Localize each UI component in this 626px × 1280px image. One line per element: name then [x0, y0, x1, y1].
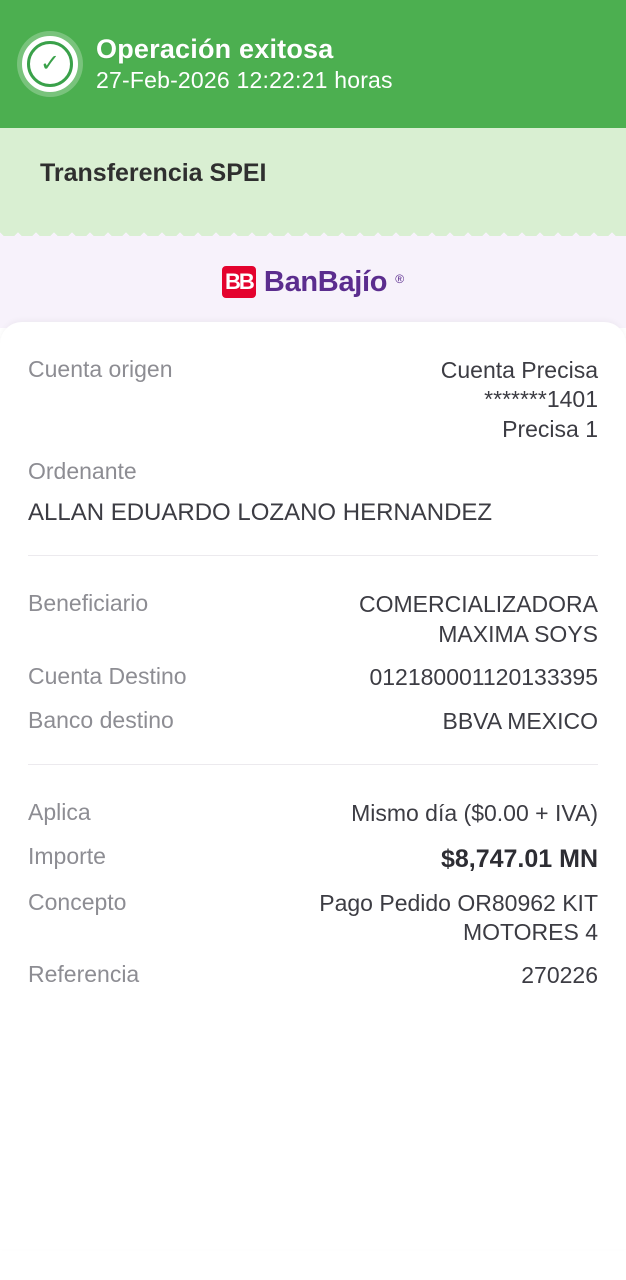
zigzag-divider — [0, 218, 626, 236]
beneficiary-name-line1: COMERCIALIZADORA — [359, 591, 598, 618]
check-circle-icon: ✓ — [22, 36, 78, 92]
bank-logo-zone — [0, 236, 626, 328]
reference-value: 270226 — [521, 962, 598, 989]
origin-account-name: Cuenta Precisa — [440, 357, 598, 383]
page-title: Transferencia SPEI — [40, 158, 267, 187]
amount-label: Importe — [28, 842, 106, 869]
banner-datetime: 27-Feb-2026 12:22:21 horas — [96, 67, 393, 93]
transfer-type-header — [0, 128, 626, 218]
origin-account-masked: *******1401 — [484, 386, 598, 413]
applies-row — [28, 799, 598, 828]
beneficiary-name-line2: MAXIMA SOYS — [438, 620, 598, 647]
concept-row — [28, 889, 598, 948]
origin-account-values — [441, 356, 598, 444]
beneficiary-account-number: 012180001120133395 — [369, 664, 598, 691]
success-banner — [0, 0, 626, 128]
applies-label: Aplica — [28, 799, 91, 826]
sender-name: ALLAN EDUARDO LOZANO HERNANDEZ — [28, 499, 493, 527]
bank-logo — [222, 266, 404, 299]
bottom-spacer — [28, 1019, 598, 1249]
origin-account-row — [28, 356, 598, 444]
concept-label: Concepto — [28, 888, 127, 915]
beneficiary-account-row — [28, 663, 598, 692]
registered-mark: ® — [395, 271, 405, 286]
banner-title: Operación exitosa — [96, 34, 334, 64]
concept-values — [319, 889, 598, 948]
banner-text-group — [96, 34, 393, 94]
beneficiary-bank-label: Banco destino — [28, 706, 174, 733]
reference-row — [28, 961, 598, 990]
beneficiary-name-label: Beneficiario — [28, 590, 149, 617]
receipt-card — [0, 322, 626, 1249]
beneficiary-name-row — [28, 590, 598, 649]
amount-value: $8,747.01 MN — [440, 844, 598, 873]
beneficiary-bank-row — [28, 707, 598, 736]
operation-section — [28, 765, 598, 1019]
beneficiary-bank-name: BBVA MEXICO — [442, 707, 598, 734]
amount-row — [28, 843, 598, 875]
sender-label: Ordenante — [28, 458, 137, 485]
applies-value: Mismo día ($0.00 + IVA) — [351, 800, 598, 827]
bank-name: BanBajío — [263, 265, 388, 298]
beneficiary-name-values — [359, 590, 598, 649]
concept-line2: MOTORES 4 — [462, 918, 598, 945]
bank-logo-icon: BB — [222, 266, 256, 298]
beneficiary-account-label: Cuenta Destino — [28, 663, 187, 690]
origin-account-label: Cuenta origen — [28, 356, 173, 382]
sender-row — [28, 458, 598, 485]
concept-line1: Pago Pedido OR80962 KIT — [319, 889, 598, 916]
origin-section — [28, 322, 598, 556]
reference-label: Referencia — [28, 961, 140, 988]
origin-account-alias: Precisa 1 — [502, 415, 598, 442]
beneficiary-section — [28, 556, 598, 765]
